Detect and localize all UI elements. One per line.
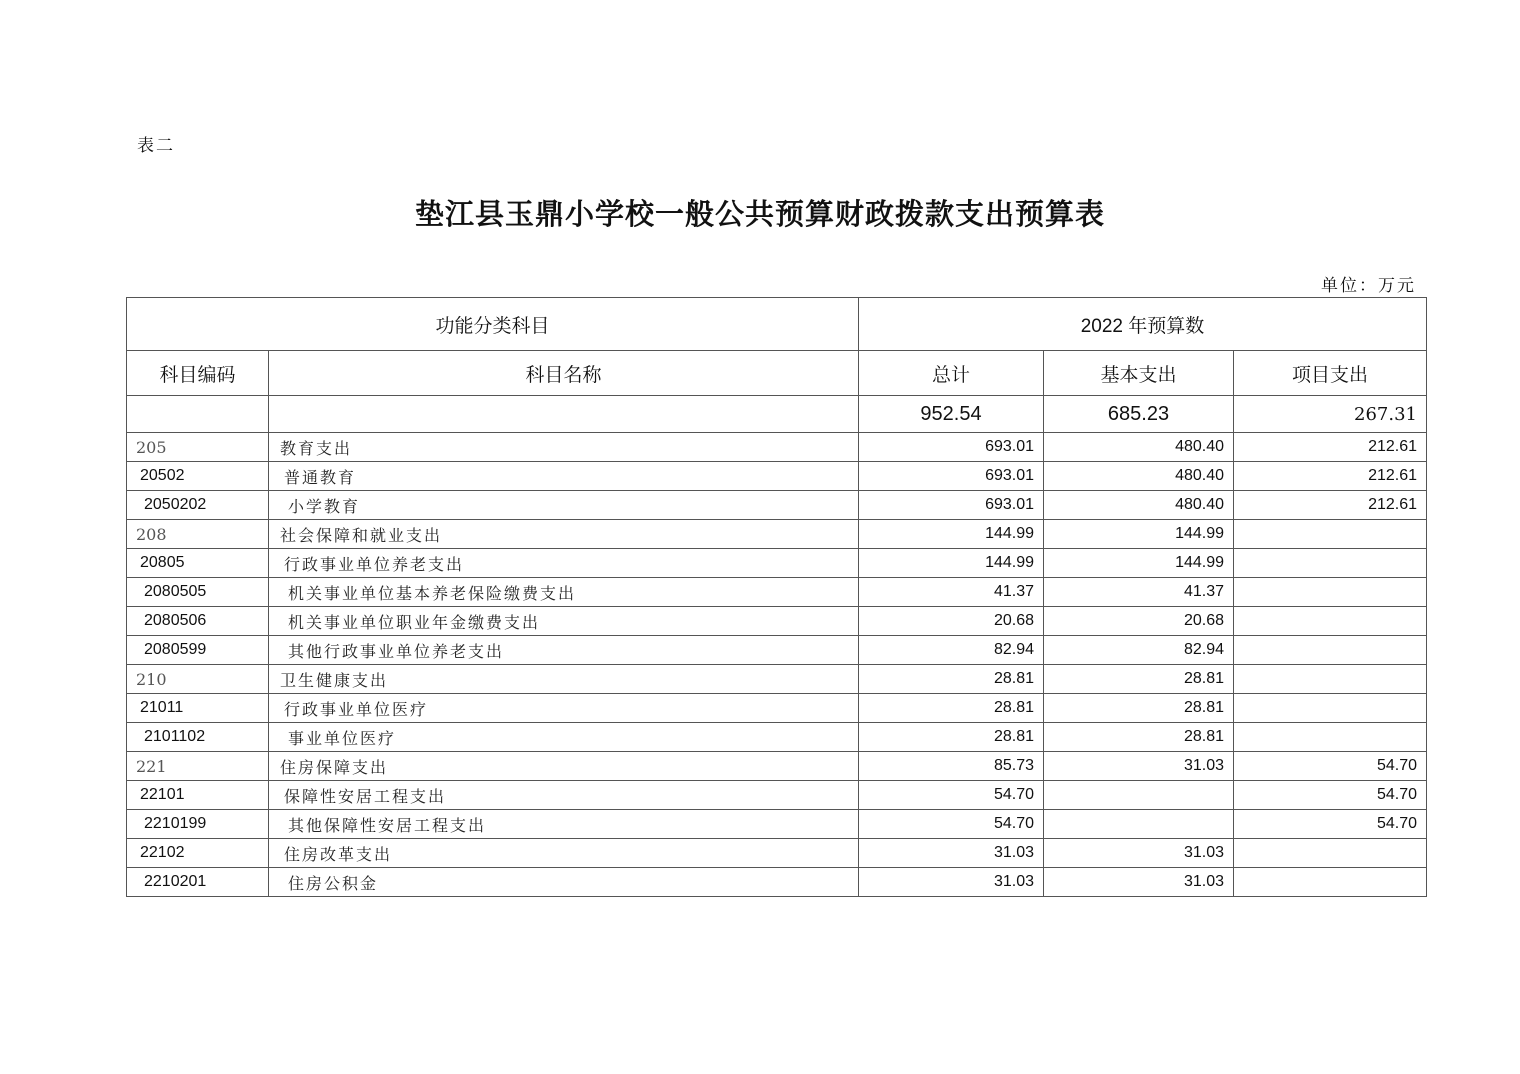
row-basic: 480.40 [1044,462,1234,491]
total-project: 267.31 [1234,396,1427,433]
table-body [127,433,1427,897]
table-row [127,578,1427,607]
row-basic: 41.37 [1044,578,1234,607]
row-total: 144.99 [859,549,1044,578]
row-basic: 20.68 [1044,607,1234,636]
row-total: 31.03 [859,868,1044,897]
table-row [127,723,1427,752]
row-project [1234,607,1427,636]
total-row [127,396,1427,433]
row-name: 住房改革支出 [269,839,859,868]
header-row-group [127,298,1427,351]
row-name: 保障性安居工程支出 [269,781,859,810]
row-basic: 28.81 [1044,694,1234,723]
budget-table [126,297,1427,897]
row-total: 28.81 [859,723,1044,752]
header-basic: 基本支出 [1044,351,1234,396]
row-project [1234,636,1427,665]
row-basic [1044,781,1234,810]
row-name: 教育支出 [269,433,859,462]
row-code: 22101 [127,781,269,810]
row-total: 31.03 [859,839,1044,868]
row-code: 221 [127,752,269,781]
header-code: 科目编码 [127,351,269,396]
row-name: 住房公积金 [269,868,859,897]
row-code: 2050202 [127,491,269,520]
row-total: 144.99 [859,520,1044,549]
row-total: 693.01 [859,491,1044,520]
table-label: 表二 [137,136,175,156]
row-code: 208 [127,520,269,549]
row-name: 卫生健康支出 [269,665,859,694]
total-code-cell [127,396,269,433]
total-name-cell [269,396,859,433]
header-project: 项目支出 [1234,351,1427,396]
row-total: 54.70 [859,781,1044,810]
row-basic: 28.81 [1044,665,1234,694]
unit-label: 单位：万元 [1321,276,1416,296]
row-code: 2210199 [127,810,269,839]
header-total: 总计 [859,351,1044,396]
row-name: 机关事业单位基本养老保险缴费支出 [269,578,859,607]
row-project [1234,665,1427,694]
table-row [127,636,1427,665]
row-total: 28.81 [859,694,1044,723]
row-name: 其他保障性安居工程支出 [269,810,859,839]
table-row [127,868,1427,897]
row-name: 行政事业单位医疗 [269,694,859,723]
table-row [127,810,1427,839]
row-name: 小学教育 [269,491,859,520]
row-code: 20502 [127,462,269,491]
header-function-category: 功能分类科目 [127,298,859,351]
table-row [127,462,1427,491]
row-total: 28.81 [859,665,1044,694]
row-project [1234,868,1427,897]
row-project: 212.61 [1234,491,1427,520]
row-basic: 28.81 [1044,723,1234,752]
row-name: 机关事业单位职业年金缴费支出 [269,607,859,636]
row-code: 210 [127,665,269,694]
total-basic: 685.23 [1044,396,1234,433]
row-total: 693.01 [859,433,1044,462]
row-name: 住房保障支出 [269,752,859,781]
row-code: 2080506 [127,607,269,636]
row-total: 693.01 [859,462,1044,491]
row-project [1234,549,1427,578]
table-row [127,549,1427,578]
header-row-columns [127,351,1427,396]
total-sum: 952.54 [859,396,1044,433]
row-code: 22102 [127,839,269,868]
header-name: 科目名称 [269,351,859,396]
row-name: 社会保障和就业支出 [269,520,859,549]
row-name: 普通教育 [269,462,859,491]
row-basic: 480.40 [1044,491,1234,520]
row-project [1234,839,1427,868]
row-total: 20.68 [859,607,1044,636]
row-total: 82.94 [859,636,1044,665]
table-row [127,694,1427,723]
table-row [127,839,1427,868]
row-basic: 31.03 [1044,752,1234,781]
row-basic: 144.99 [1044,549,1234,578]
row-basic: 82.94 [1044,636,1234,665]
row-project: 212.61 [1234,433,1427,462]
row-code: 2080599 [127,636,269,665]
row-total: 41.37 [859,578,1044,607]
row-basic: 144.99 [1044,520,1234,549]
row-basic: 31.03 [1044,839,1234,868]
table-row [127,520,1427,549]
row-code: 2101102 [127,723,269,752]
row-name: 其他行政事业单位养老支出 [269,636,859,665]
row-project: 54.70 [1234,752,1427,781]
row-basic [1044,810,1234,839]
row-code: 205 [127,433,269,462]
row-total: 85.73 [859,752,1044,781]
table-row [127,491,1427,520]
header-budget-year: 2022 年预算数 [859,298,1427,351]
row-code: 20805 [127,549,269,578]
row-project [1234,694,1427,723]
row-project: 54.70 [1234,810,1427,839]
row-total: 54.70 [859,810,1044,839]
row-name: 事业单位医疗 [269,723,859,752]
row-code: 21011 [127,694,269,723]
row-project: 54.70 [1234,781,1427,810]
page-title: 垫江县玉鼎小学校一般公共预算财政拨款支出预算表 [414,197,1105,231]
row-basic: 480.40 [1044,433,1234,462]
row-basic: 31.03 [1044,868,1234,897]
table-row [127,607,1427,636]
row-project [1234,578,1427,607]
table-row [127,433,1427,462]
row-code: 2080505 [127,578,269,607]
row-project [1234,520,1427,549]
row-project [1234,723,1427,752]
row-name: 行政事业单位养老支出 [269,549,859,578]
table-row [127,781,1427,810]
table-row [127,752,1427,781]
table-row [127,665,1427,694]
row-code: 2210201 [127,868,269,897]
row-project: 212.61 [1234,462,1427,491]
